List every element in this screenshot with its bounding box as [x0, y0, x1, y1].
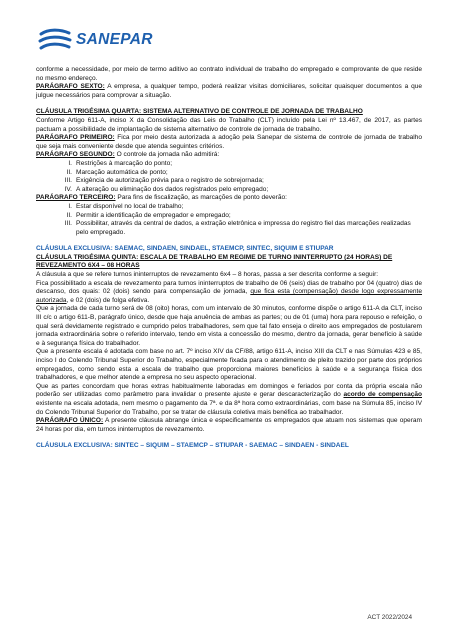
paragraph — [36, 83, 422, 100]
paragraph-label: acordo de compensação — [343, 391, 422, 399]
list-item-number: III. — [64, 220, 72, 228]
list-item-number: I. — [68, 202, 72, 210]
paragraph — [36, 66, 422, 83]
list-item-number: IV. — [64, 185, 72, 193]
paragraph — [36, 280, 422, 306]
paragraph-text: Conforme Artigo 611-A, inciso X da Consolidação das Leis do Trabalho (CLT) incluído pela Lei nº 13.467, de 2017, as partes pactuam a possibilidade de implantação de sistema alternativo de controle de jornada de trabalho. — [36, 116, 422, 133]
paragraph-text: , e 02 (dois) de folga efetiva. — [66, 296, 150, 304]
paragraph — [36, 305, 422, 348]
paragraph — [36, 134, 422, 151]
clause-heading: CLÁUSULA TRIGÉSIMA QUARTA: SISTEMA ALTERNATIVO DE CONTROLE DE JORNADA DE TRABALHO — [36, 108, 363, 116]
paragraph — [36, 194, 422, 203]
list-item-number: I. — [68, 159, 72, 167]
list-item-number: II. — [66, 168, 72, 176]
paragraph-label: PARÁGRAFO ÚNICO: — [36, 417, 104, 425]
list-item-text: Estar disponível no local de trabalho; — [76, 202, 184, 210]
page-header — [38, 28, 258, 54]
paragraph-text: Para fins de fiscalização, as marcações de ponto deverão: — [115, 194, 287, 202]
list-item — [36, 169, 422, 178]
paragraph-text: existente na escala adotada, nem mesmo o pagamento da 7ª. e da 8ª hora como extraordinárias, com base na Súmula 85, inciso IV do Colendo Tribunal Superior do Trabalho, por se tratar de cláusula coletiva mais benéfica ao trabalhador. — [36, 399, 422, 416]
roman-list — [36, 160, 422, 194]
list-item — [36, 177, 422, 186]
paragraph-label: PARÁGRAFO PRIMEIRO: — [36, 134, 115, 142]
paragraph-text: A cláusula a que se refere turnos ininterruptos de revezamento 6x4 – 8 horas, passa a ser descrita conforme a seguir: — [36, 271, 379, 279]
paragraph-text: Que as partes concordam que horas extras habitualmente laboradas em domingos e feriados por conta da própria escala não poderão ser utilizadas como parâmetro para invalidar o presente ajuste e gerar descaracterização do — [36, 382, 422, 399]
list-item-text: A alteração ou eliminação dos dados registrados pelo empregado; — [76, 185, 269, 193]
list-item-text: Marcação automática de ponto; — [76, 168, 168, 176]
brand-name: SANEPAR — [76, 31, 153, 48]
list-item-text: Exigência de autorização prévia para o registro de sobrejornada; — [76, 177, 264, 185]
paragraph-text: Fica por meio desta autorizada a adoção pela Sanepar de sistema de controle de jornada de trabalho que seja mais conveniente desde que atenda seguintes critérios. — [36, 134, 422, 150]
list-item — [36, 220, 422, 237]
footer-label: ACT 2022/2024 — [367, 614, 412, 621]
list-item-number: III. — [64, 177, 72, 185]
paragraph — [36, 117, 422, 134]
list-item — [36, 160, 422, 169]
list-item-text: Restrições à marcação do ponto; — [76, 159, 173, 167]
paragraph-text: O controle da jornada não admitirá: — [114, 151, 220, 159]
list-item-text: Possibilitar, através da central de dados, a extração eletrônica e impressa do registro fiel das marcações realizadas pelo empregado. — [76, 220, 411, 236]
paragraph-text: A presente cláusula abrange única e especificamente os empregados que atuam nos sistemas que operam 24 horas por dia, em turnos ininterruptos de revezamento. — [36, 417, 422, 433]
paragraph-label: PARÁGRAFO SEXTO: — [36, 83, 105, 91]
paragraph-text: Que a jornada de cada turno será de 08 (oito) horas, com um intervalo de 30 minutos, conforme dispõe o artigo 611-A da CLT, inciso III c/c o artigo 611-B, parágrafo único, desde que haja anuência de ambas as partes; ou de 01 (uma) hora para repouso e refeição, o qual será devidamente registrado e cumprido pelos trabalhadores, sem que tal fato enseja o direito aos empregados de postularem jornada extraordinária sobre o referido intervalo, tendo em vista a concessão do mesmo, dentro da jornada, gerar benefício à saúde e à segurança física do trabalhador. — [36, 305, 422, 347]
paragraph-text: A empresa, a qualquer tempo, poderá realizar visitas domiciliares, solicitar quaisquer documentos a que julgue necessários para comprovar a situação. — [36, 83, 423, 99]
paragraph — [36, 271, 422, 280]
list-item — [36, 186, 422, 195]
exclusive-clause-heading: CLÁUSULA EXCLUSIVA: SAEMAC, SINDAEN, SINDAEL, STAEMCP, SINTEC, SIQUIM E STIUPAR — [36, 245, 334, 253]
paragraph — [36, 417, 422, 434]
paragraph-label: PARÁGRAFO SEGUNDO: — [36, 151, 115, 159]
paragraph-text: Fica possibilitado a escala de revezamento para turnos ininterruptos de trabalho de 06 (seis) dias de trabalho por 04 (quatro) dias de descanso, dos quais: 02 (dois) sendo para compensação de jornada, — [36, 279, 422, 296]
paragraph — [36, 151, 422, 160]
exclusive-clause-heading: CLÁUSULA EXCLUSIVA: SINTEC – SIQUIM – STAEMCP – STIUPAR - SAEMAC – SINDAEN - SINDAEL — [36, 442, 349, 450]
paragraph-label: PARÁGRAFO TERCEIRO: — [36, 194, 116, 202]
list-item-number: II. — [66, 211, 72, 219]
paragraph — [36, 348, 422, 382]
paragraph-text: conforme a necessidade, por meio de termo aditivo ao contrato individual de trabalho do empregado e comprovante de que reside no mesmo endereço. — [36, 66, 422, 82]
list-item — [36, 203, 422, 212]
underlined-text: que fica esta (compensação) desde logo expressamente autorizada — [36, 288, 423, 304]
document-body — [36, 66, 422, 451]
sanepar-logo-icon — [38, 28, 72, 54]
list-item-text: Permitir a identificação de empregador e empregado; — [76, 211, 231, 219]
paragraph-text: Que a presente escala é adotada com base no art. 7º inciso XIV da CF/88, artigo 611-A, inciso XIII da CLT e nas Súmulas 423 e 85, inciso I do Colendo Tribunal Superior do Trabalho, especialmente fixada para o atendimento de pleito trazido por parte dos próprios empregados, como sendo esta a escala de trabalho que proporciona maiores benefícios à saúde e a segurança física dos trabalhadores, e que melhor atende a empresa no seu aspecto operacional. — [36, 348, 422, 382]
paragraph — [36, 383, 422, 417]
list-item — [36, 212, 422, 221]
roman-list — [36, 203, 422, 237]
clause-heading: CLÁUSULA TRIGÉSIMA QUINTA: ESCALA DE TRABALHO EM REGIME DE TURNO ININTERRUPTO (24 HORAS) DE REVEZAMENTO 6X4 – 08 HORAS — [36, 253, 393, 270]
